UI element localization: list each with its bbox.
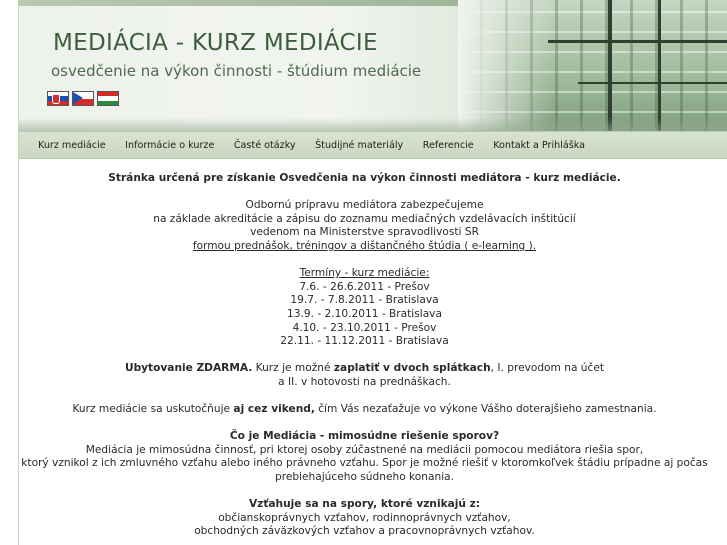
nav-kontakt-a-prihlaska[interactable]: Kontakt a Prihláška bbox=[493, 139, 586, 151]
term-item: 13.9. - 2.10.2011 - Bratislava bbox=[287, 307, 442, 320]
nav-caste-otazky[interactable]: Časté otázky bbox=[233, 139, 296, 151]
page bbox=[18, 0, 727, 545]
nav-informacie-o-kurze[interactable]: Informácie o kurze bbox=[125, 139, 215, 151]
what-heading: Čo je Mediácia - mimosúdne riešenie sporov? bbox=[229, 430, 500, 443]
term-item: 4.10. - 23.10.2011 - Prešov bbox=[292, 321, 437, 334]
applies-line: obchodných záväzkových vzťahov a pracovnoprávnych vzťahov. bbox=[194, 525, 535, 538]
what-line: prebiehajúceho súdneho konania. bbox=[274, 471, 455, 484]
site-header bbox=[19, 0, 727, 131]
language-flags bbox=[47, 91, 119, 106]
accommodation-line-2: a II. v hotovosti na prednáškach. bbox=[278, 375, 451, 388]
site-subtitle: osvedčenie na výkon činnosti - štúdium mediácie bbox=[51, 62, 422, 80]
intro-line: vedenom na Ministerstve spravodlivosti SR bbox=[250, 226, 479, 239]
weekend-line: Kurz mediácie sa uskutočňuje aj cez vikend, čím Vás nezaťažuje vo výkone Vášho doterajšieho zamestnania. bbox=[72, 403, 657, 416]
nav-studijne-materialy[interactable]: Študijné materiály bbox=[315, 139, 404, 151]
header-shadow bbox=[19, 118, 727, 131]
term-item: 19.7. - 7.8.2011 - Bratislava bbox=[290, 294, 439, 307]
hungarian-flag-icon[interactable] bbox=[97, 91, 119, 106]
nav-kurz-mediacie[interactable]: Kurz mediácie bbox=[38, 139, 106, 151]
accommodation-line: Ubytovanie ZDARMA. Kurz je možné zaplatiť v dvoch splátkach, I. prevodom na účet bbox=[124, 362, 605, 375]
what-line: ktorý vznikol z ich zmluvného vzťahu alebo iného právneho vzťahu. Spor je možné riešiť v ktoromkoľvek štádiu prípadne aj počas bbox=[21, 457, 708, 470]
header-building-photo bbox=[458, 0, 727, 131]
study-form-link[interactable]: formou prednášok, tréningov a dištančného štúdia ( e-learning ). bbox=[192, 239, 537, 252]
term-item: 22.11. - 11.12.2011 - Bratislava bbox=[280, 335, 449, 348]
page-headline: Stránka určená pre získanie Osvedčenia na výkon činnosti mediátora - kurz mediácie. bbox=[108, 172, 621, 184]
applies-heading: Vzťahuje sa na spory, ktoré vznikajú z: bbox=[248, 498, 481, 511]
nav-referencie[interactable]: Referencie bbox=[422, 139, 474, 151]
intro-line: Odbornú prípravu mediátora zabezpečujeme bbox=[245, 199, 484, 212]
intro-line: na základe akreditácie a zápisu do zoznamu mediačných vzdelávacích inštitúcií bbox=[153, 212, 576, 225]
applies-line: občianskoprávnych vzťahov, rodinnoprávnych vzťahov, bbox=[218, 511, 511, 524]
term-item: 7.6. - 26.6.2011 - Prešov bbox=[299, 280, 430, 293]
main-nav bbox=[19, 131, 727, 159]
site-title: MEDIÁCIA - KURZ MEDIÁCIE bbox=[53, 30, 378, 56]
slovak-flag-icon[interactable] bbox=[47, 91, 69, 106]
czech-flag-icon[interactable] bbox=[72, 91, 94, 106]
terms-heading[interactable]: Termíny - kurz mediácie: bbox=[299, 267, 430, 280]
what-line: Mediácia je mimosúdna činnosť, pri ktorej osoby zúčastnené na mediácii pomocou mediátora riešia spor, bbox=[85, 443, 644, 456]
main-content bbox=[19, 159, 727, 539]
